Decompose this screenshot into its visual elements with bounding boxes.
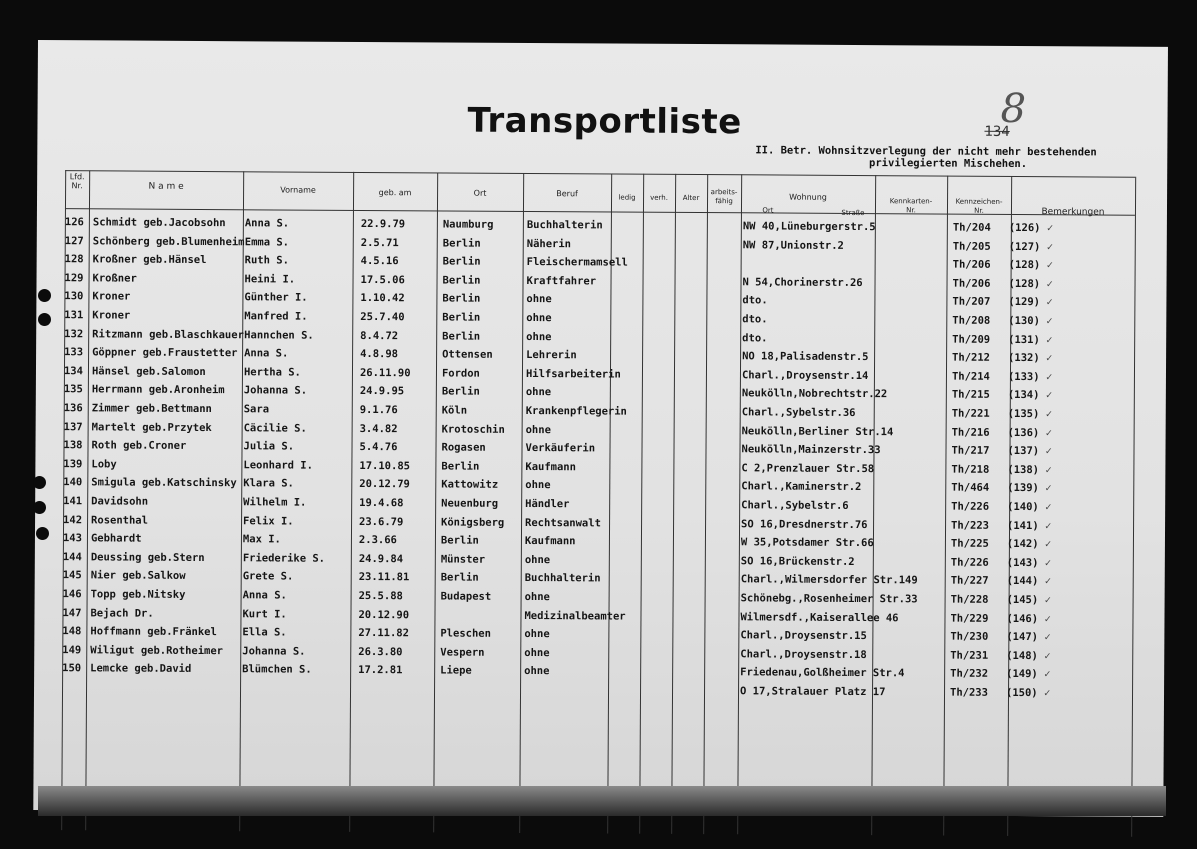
row-number: 136: [63, 402, 83, 415]
row-remark: (137): [1007, 445, 1040, 458]
row-occupation: ohne: [524, 553, 551, 566]
row-name: Göppner geb.Fraustetter: [92, 346, 238, 360]
header-kennzeichen: Kennzeichen- Nr.: [955, 197, 1003, 215]
row-number: 148: [62, 625, 82, 638]
row-name: Hänsel geb.Salomon: [91, 365, 206, 378]
row-place: Ottensen: [442, 348, 493, 361]
check-mark-icon: ✓: [1046, 222, 1054, 235]
check-mark-icon: ✓: [1045, 463, 1052, 476]
row-place: Neuenburg: [441, 497, 499, 510]
row-number: 128: [64, 253, 84, 266]
punch-hole: [38, 289, 51, 302]
row-kennzeichen: Th/229: [950, 612, 989, 625]
row-occupation: Fleischermamsell: [526, 256, 628, 269]
row-kennzeichen: Th/206: [952, 258, 991, 272]
row-occupation: Händler: [525, 497, 570, 511]
row-birthdate: 5.4.76: [359, 441, 398, 454]
check-mark-icon: ✓: [1044, 668, 1051, 681]
row-occupation: Kraftfahrer: [526, 274, 597, 288]
row-remark: (128): [1008, 277, 1041, 290]
row-occupation: ohne: [524, 665, 550, 678]
row-name: Kroner: [92, 290, 131, 303]
header-top-line: [65, 170, 1135, 178]
row-kennzeichen: Th/226: [951, 500, 990, 513]
row-birthdate: 26.3.80: [358, 645, 403, 659]
check-mark-icon: ✓: [1045, 519, 1052, 532]
row-number: 145: [62, 569, 82, 582]
row-vorname: Grete S.: [242, 570, 294, 583]
header-kennkarten: Kennkarten- Nr.: [889, 197, 933, 215]
row-kennzeichen: Th/232: [950, 667, 989, 681]
row-kennzeichen: Th/214: [951, 370, 990, 383]
row-kennzeichen: Th/231: [950, 649, 989, 662]
header-name: N a m e: [148, 181, 184, 192]
row-kennzeichen: Th/230: [950, 630, 989, 644]
row-remark: (138): [1007, 463, 1040, 476]
row-birthdate: 23.11.81: [358, 571, 410, 584]
row-address: O 17,Stralauer Platz 17: [739, 685, 886, 699]
check-mark-icon: ✓: [1046, 352, 1053, 365]
row-kennzeichen: Th/233: [949, 686, 989, 699]
row-vorname: Ella S.: [242, 626, 287, 639]
row-occupation: ohne: [525, 479, 551, 492]
row-address: Friedenau,Golßheimer Str.4: [740, 666, 905, 680]
row-kennzeichen: Th/225: [950, 537, 989, 551]
page-title: Transportliste: [467, 100, 742, 143]
punch-hole: [38, 313, 51, 326]
document-page: [33, 40, 1168, 817]
row-occupation: Lehrerin: [526, 349, 577, 362]
row-name: Rosenthal: [91, 513, 149, 527]
row-place: Vespern: [440, 646, 485, 659]
header-ort: Ort: [473, 188, 487, 198]
row-number: 132: [64, 327, 84, 340]
row-remark: (126): [1008, 221, 1041, 235]
check-mark-icon: ✓: [1045, 482, 1052, 495]
row-remark: (141): [1007, 519, 1039, 532]
row-place: Pleschen: [440, 627, 491, 640]
header-geb-am: geb. am: [378, 188, 412, 198]
header-beruf: Beruf: [556, 189, 578, 199]
punch-hole: [33, 476, 46, 489]
row-number: 131: [64, 309, 84, 322]
row-kennzeichen: Th/227: [950, 574, 989, 588]
row-occupation: Kaufmann: [524, 535, 576, 548]
row-place: Berlin: [442, 274, 481, 287]
row-kennzeichen: Th/205: [952, 240, 991, 253]
row-place: Liepe: [440, 664, 472, 678]
row-birthdate: 17.10.85: [359, 459, 411, 473]
subtitle-line-1: II. Betr. Wohnsitzverlegung der nicht mehr bestehenden: [755, 144, 1097, 159]
row-birthdate: 22.9.79: [360, 217, 406, 231]
row-birthdate: 1.10.42: [360, 292, 405, 305]
row-vorname: Klara S.: [243, 477, 294, 490]
row-birthdate: 4.8.98: [360, 348, 399, 361]
row-vorname: Hertha S.: [243, 366, 301, 379]
row-name: Hoffmann geb.Fränkel: [90, 625, 217, 639]
row-number: 129: [64, 271, 84, 285]
row-vorname: Anna S.: [244, 217, 290, 230]
row-address: Neukölln,Mainzerstr.33: [741, 443, 881, 457]
row-kennzeichen: Th/226: [950, 556, 989, 569]
row-birthdate: 20.12.90: [358, 608, 410, 621]
row-place: Berlin: [442, 237, 481, 250]
header-vorname: Vorname: [280, 185, 316, 195]
row-name: Martelt geb.Przytek: [91, 420, 212, 434]
row-number: 138: [63, 439, 83, 452]
row-number: 135: [63, 383, 83, 396]
row-occupation: Rechtsanwalt: [525, 516, 601, 530]
punch-hole: [33, 501, 46, 514]
row-vorname: Hannchen S.: [244, 328, 314, 342]
row-occupation: Verkäuferin: [525, 442, 596, 455]
row-birthdate: 17.5.06: [360, 273, 405, 287]
row-remark: (135): [1007, 407, 1040, 421]
row-address: Neukölln,Nobrechtstr.22: [741, 387, 888, 401]
check-mark-icon: ✓: [1044, 649, 1051, 662]
row-remark: (139): [1007, 482, 1039, 495]
row-birthdate: 24.9.95: [359, 385, 405, 398]
row-remark: (127): [1008, 240, 1041, 253]
row-address: N 54,Chorinerstr.26: [742, 276, 863, 289]
row-name: Lemcke geb.David: [90, 662, 192, 676]
row-kennzeichen: Th/209: [952, 333, 991, 346]
row-birthdate: 17.2.81: [358, 664, 403, 677]
row-name: Herrmann geb.Aronheim: [91, 383, 225, 397]
row-number: 147: [62, 606, 82, 619]
row-place: Berlin: [442, 255, 481, 268]
row-kennzeichen: Th/228: [950, 593, 989, 606]
row-remark: (134): [1007, 389, 1040, 402]
row-vorname: Ruth S.: [244, 254, 289, 267]
row-occupation: ohne: [524, 628, 550, 641]
row-number: 143: [62, 532, 82, 545]
punch-hole: [36, 527, 49, 540]
row-number: 149: [62, 643, 82, 657]
row-occupation: Buchhalterin: [524, 572, 601, 585]
row-kennzeichen: Th/207: [952, 295, 991, 309]
row-occupation: Medizinalbeamter: [524, 609, 626, 623]
row-address: SO 16,Dresdnerstr.76: [741, 517, 868, 531]
row-birthdate: 25.7.40: [360, 310, 405, 324]
row-name: Roth geb.Croner: [91, 439, 187, 453]
row-birthdate: 4.5.16: [360, 255, 399, 268]
check-mark-icon: ✓: [1043, 687, 1051, 700]
row-birthdate: 26.11.90: [359, 366, 411, 380]
row-address: Charl.,Kaminerstr.2: [741, 480, 862, 494]
check-mark-icon: ✓: [1046, 333, 1053, 346]
check-mark-icon: ✓: [1045, 426, 1052, 439]
row-vorname: Anna S.: [242, 589, 287, 602]
row-kennzeichen: Th/208: [952, 314, 991, 327]
row-occupation: Näherin: [526, 237, 572, 250]
row-place: Köln: [441, 404, 468, 417]
row-vorname: Heini I.: [244, 273, 296, 286]
scan-edge: [38, 786, 1166, 816]
check-mark-icon: ✓: [1044, 612, 1051, 625]
check-mark-icon: ✓: [1045, 408, 1053, 421]
row-address: dto.: [742, 331, 768, 345]
check-mark-icon: ✓: [1046, 296, 1053, 309]
row-remark: (149): [1006, 668, 1038, 681]
row-birthdate: 25.5.88: [358, 589, 403, 603]
row-name: Loby: [91, 458, 117, 471]
row-address: Charl.,Droysenstr.15: [740, 629, 867, 643]
row-address: NW 87,Unionstr.2: [742, 238, 844, 252]
header-wohnung-ort: Ort: [762, 206, 774, 215]
row-name: Kroner: [92, 309, 131, 322]
row-remark: (147): [1006, 631, 1039, 644]
row-kennzeichen: Th/212: [952, 351, 991, 365]
row-remark: (148): [1006, 649, 1038, 662]
row-name: Zimmer geb.Bettmann: [91, 402, 212, 416]
row-address: SO 16,Brückenstr.2: [740, 555, 855, 568]
row-birthdate: 2.3.66: [358, 534, 397, 547]
row-place: Budapest: [440, 590, 492, 603]
check-mark-icon: ✓: [1046, 315, 1053, 328]
row-kennzeichen: Th/216: [951, 426, 990, 439]
row-number: 130: [64, 290, 84, 303]
row-remark: (131): [1008, 333, 1040, 346]
row-remark: (136): [1007, 426, 1040, 439]
row-number: 150: [62, 662, 82, 675]
row-vorname: Kurt I.: [242, 607, 287, 621]
header-alter: Alter: [682, 193, 700, 203]
row-occupation: ohne: [525, 386, 552, 399]
row-name: Smigula geb.Katschinsky: [91, 476, 237, 490]
check-mark-icon: ✓: [1046, 240, 1054, 253]
check-mark-icon: ✓: [1045, 445, 1052, 458]
row-vorname: Julia S.: [243, 440, 295, 453]
check-mark-icon: ✓: [1045, 389, 1053, 402]
check-mark-icon: ✓: [1044, 575, 1052, 588]
row-name: Kroßner geb.Hänsel: [92, 253, 207, 267]
check-mark-icon: ✓: [1044, 538, 1052, 551]
row-number: 134: [63, 364, 83, 378]
row-name: Wiligut geb.Rotheimer: [90, 644, 224, 657]
header-wohnung-strasse: Straße: [841, 208, 865, 218]
row-vorname: Günther I.: [244, 291, 308, 305]
check-mark-icon: ✓: [1046, 259, 1054, 272]
row-remark: (129): [1008, 296, 1041, 309]
row-place: Fordon: [441, 367, 480, 380]
row-address: Charl.,Sybelstr.6: [741, 499, 849, 512]
check-mark-icon: ✓: [1045, 501, 1052, 514]
row-vorname: Max I.: [242, 533, 281, 546]
row-remark: (128): [1008, 259, 1041, 272]
row-number: 140: [63, 476, 83, 489]
row-remark: (140): [1007, 500, 1039, 514]
header-lfd: Lfd. Nr.: [69, 172, 85, 191]
row-address: NO 18,Palisadenstr.5: [742, 350, 869, 364]
check-mark-icon: ✓: [1045, 370, 1053, 383]
row-vorname: Manfred I.: [244, 310, 308, 323]
row-name: Kroßner: [92, 272, 137, 285]
row-birthdate: 24.9.84: [358, 552, 404, 566]
row-remark: (145): [1006, 593, 1039, 607]
row-number: 127: [64, 234, 84, 247]
row-remark: (130): [1008, 314, 1040, 328]
row-name: Schönberg geb.Blumenheim: [92, 234, 245, 248]
check-mark-icon: ✓: [1046, 277, 1053, 291]
row-number: 142: [63, 513, 83, 526]
row-birthdate: 27.11.82: [358, 627, 409, 640]
row-name: Ritzmann geb.Blaschkauer: [92, 327, 244, 341]
row-remark: (142): [1006, 538, 1039, 551]
row-kennzeichen: Th/204: [952, 221, 991, 234]
row-number: 137: [63, 420, 83, 433]
row-remark: (143): [1006, 556, 1039, 569]
row-address: C 2,Prenzlauer Str.58: [741, 462, 875, 475]
row-remark: (133): [1007, 370, 1040, 383]
header-arbeitsfaehig: arbeits- fähig: [710, 188, 738, 206]
row-address: Charl.,Droysenstr.14: [741, 369, 869, 382]
header-ledig: ledig: [618, 193, 636, 202]
row-place: Berlin: [440, 571, 479, 585]
row-occupation: ohne: [526, 293, 552, 306]
row-address: Charl.,Wilmersdorfer Str.149: [740, 573, 918, 587]
row-vorname: Johanna S.: [243, 384, 308, 398]
row-place: Königsberg: [441, 516, 505, 529]
row-birthdate: 23.6.79: [359, 515, 404, 528]
row-birthdate: 2.5.71: [360, 236, 399, 249]
subtitle: [755, 144, 1097, 170]
row-kennzeichen: Th/464: [951, 481, 990, 495]
check-mark-icon: ✓: [1044, 556, 1052, 569]
row-place: Berlin: [442, 311, 481, 324]
row-name: Gebhardt: [90, 532, 142, 545]
row-vorname: Leonhard I.: [243, 459, 313, 472]
row-place: Berlin: [441, 460, 480, 473]
check-mark-icon: ✓: [1044, 631, 1051, 644]
row-occupation: Kaufmann: [525, 460, 577, 474]
row-occupation: ohne: [524, 590, 550, 604]
row-address: Neukölln,Berliner Str.14: [741, 424, 894, 438]
row-kennzeichen: Th/223: [951, 519, 990, 532]
row-remark: (150): [1005, 686, 1038, 700]
row-place: Krotoschin: [441, 423, 505, 436]
row-name: Deussing geb.Stern: [90, 551, 205, 564]
row-occupation: ohne: [526, 330, 552, 343]
row-kennzeichen: Th/217: [951, 444, 990, 458]
row-kennzeichen: Th/218: [951, 463, 990, 476]
row-place: Münster: [440, 553, 486, 566]
row-name: Davidsohn: [91, 495, 149, 508]
header-wohnung: Wohnung: [789, 192, 827, 202]
row-number: 144: [62, 550, 82, 564]
row-address: Schönebg.,Rosenheimer Str.33: [740, 592, 918, 606]
row-birthdate: 9.1.76: [359, 403, 398, 417]
row-place: Berlin: [441, 385, 480, 399]
subtitle-line-2: privilegierten Mischehen.: [869, 157, 1028, 171]
row-birthdate: 8.4.72: [360, 329, 399, 342]
row-vorname: Anna S.: [244, 347, 289, 360]
row-number: 141: [63, 495, 83, 508]
row-name: Nier geb.Salkow: [90, 569, 186, 583]
row-birthdate: 19.4.68: [359, 496, 404, 510]
row-vorname: Blümchen S.: [242, 663, 312, 677]
header-verh: verh.: [650, 193, 669, 202]
row-number: 126: [64, 216, 84, 229]
row-number: 133: [64, 346, 84, 359]
row-vorname: Friederike S.: [242, 552, 326, 565]
row-place: Kattowitz: [441, 478, 499, 492]
row-occupation: Buchhalterin: [526, 218, 603, 232]
row-place: Rogasen: [441, 441, 486, 454]
row-kennzeichen: Th/206: [952, 277, 991, 290]
row-vorname: Emma S.: [244, 235, 290, 249]
row-birthdate: 20.12.79: [359, 478, 410, 491]
row-address: Charl.,Droysenstr.18: [740, 648, 867, 661]
row-address: Wilmersdf.,Kaiserallee 46: [740, 610, 899, 624]
row-place: Naumburg: [442, 218, 494, 231]
row-remark: (144): [1006, 575, 1039, 588]
row-address: W 35,Potsdamer Str.66: [740, 536, 874, 550]
row-address: dto.: [742, 313, 768, 326]
row-vorname: Johanna S.: [242, 645, 306, 658]
row-occupation: ohne: [525, 423, 551, 436]
row-vorname: Sara: [243, 403, 270, 416]
row-name: Schmidt geb.Jacobsohn: [92, 216, 226, 230]
row-place: Berlin: [440, 534, 479, 547]
row-birthdate: 3.4.82: [359, 422, 398, 435]
check-mark-icon: ✓: [1044, 594, 1051, 607]
row-address: NW 40,Lüneburgerstr.5: [742, 220, 876, 234]
header-bemerkungen: Bemerkungen: [1041, 207, 1105, 218]
row-number: 146: [62, 588, 82, 601]
row-remark: (132): [1008, 352, 1040, 365]
row-place: Berlin: [442, 330, 481, 343]
row-name: Bejach Dr.: [90, 606, 154, 620]
row-vorname: Cäcilie S.: [243, 421, 307, 435]
row-number: 139: [63, 457, 83, 471]
row-kennzeichen: Th/221: [951, 407, 990, 420]
row-vorname: Wilhelm I.: [243, 496, 307, 509]
row-remark: (146): [1006, 612, 1039, 625]
row-occupation: Hilfsarbeiterin: [525, 367, 621, 381]
row-occupation: ohne: [524, 646, 550, 659]
row-occupation: ohne: [526, 311, 552, 325]
struck-page-number: 134: [984, 123, 1010, 140]
handwritten-page-number: 8: [1000, 85, 1027, 133]
row-vorname: Felix I.: [243, 514, 294, 528]
row-address: Charl.,Sybelstr.36: [741, 406, 856, 420]
row-occupation: Krankenpflegerin: [525, 404, 627, 418]
row-address: dto.: [742, 294, 768, 307]
row-name: Topp geb.Nitsky: [90, 588, 186, 601]
row-kennzeichen: Th/215: [951, 388, 990, 402]
row-place: Berlin: [442, 292, 481, 306]
